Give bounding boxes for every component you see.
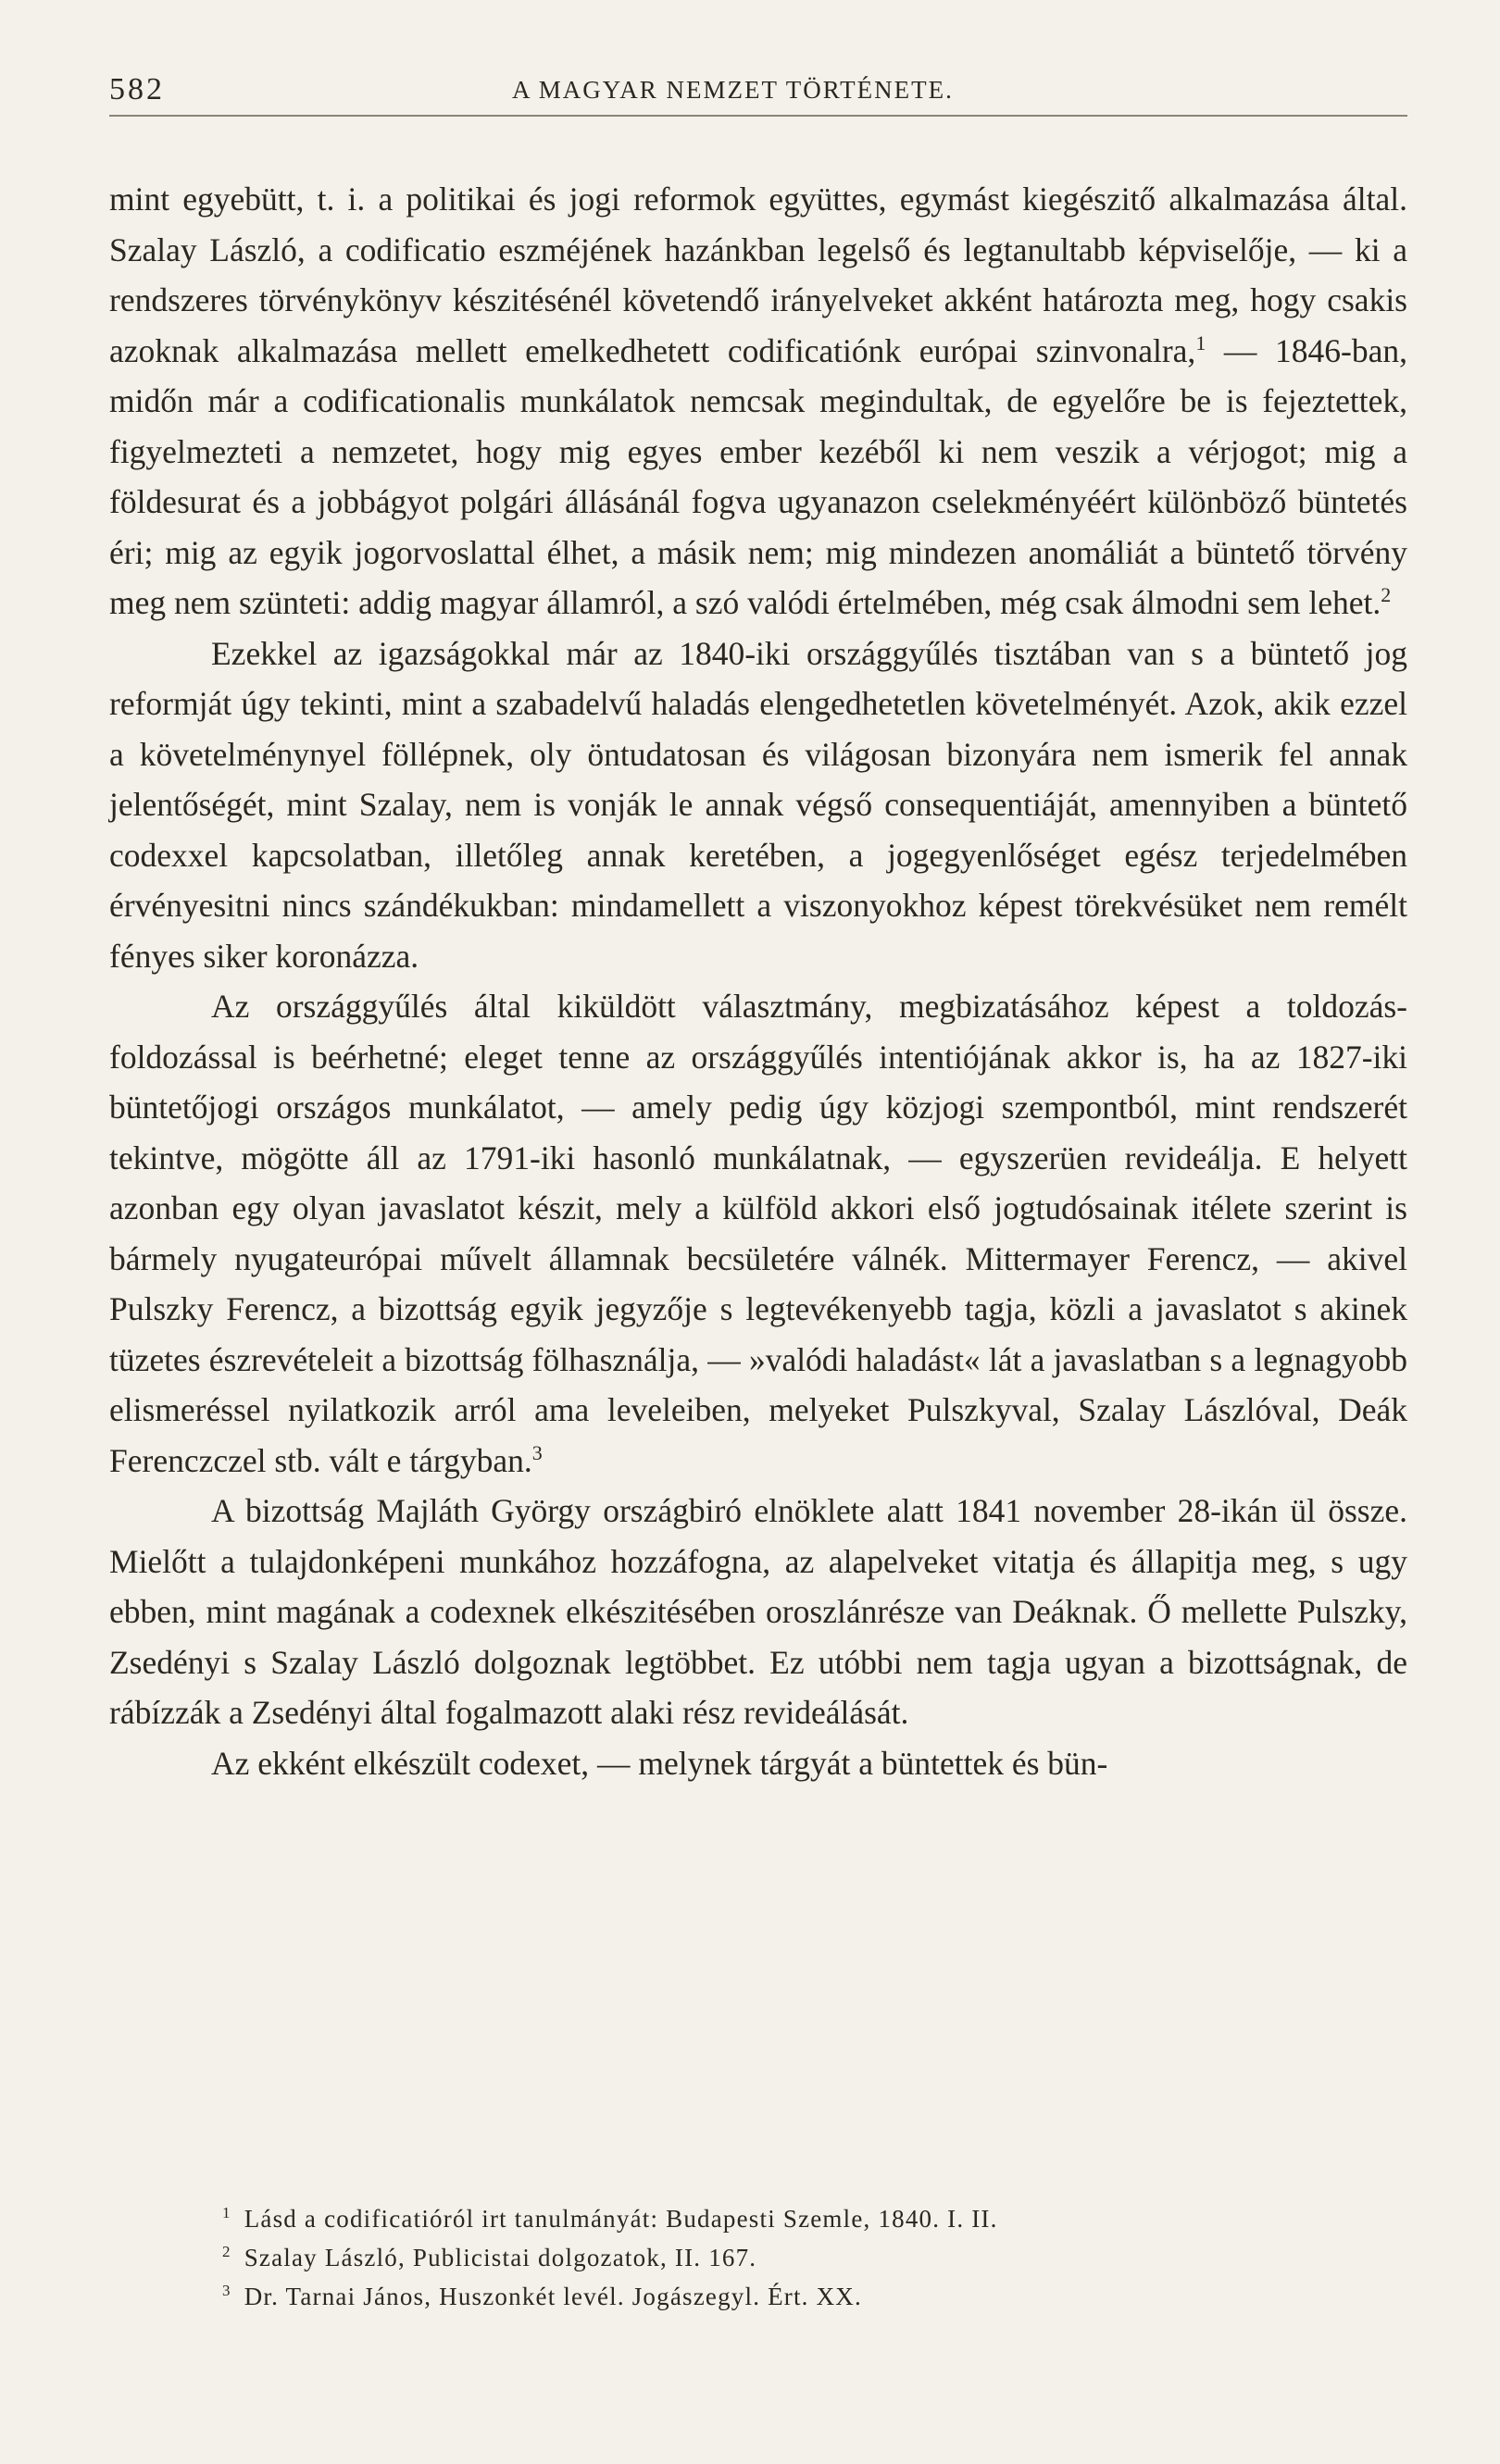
page-number: 582 bbox=[109, 72, 165, 106]
paragraph bbox=[109, 1738, 1407, 1789]
footnote bbox=[222, 2199, 1333, 2238]
running-header bbox=[109, 72, 1407, 109]
footnote-ref: 1 bbox=[1195, 330, 1206, 355]
paragraph-text: — 1846-ban, midőn már a codificationalis munkálatok nemcsak megindultak, de egyelőre be is fejeztettek, figyelmezteti a nemzetet, hogy mig egyes ember kezéből ki nem veszik a vérjogot; mig a földesurat és a jobbágyot polgári állásánál fogva ugyanazon cselekményéért különböző büntetés éri; mig az egyik jogorvoslattal élhet, a másik nem; mig mindezen anomáliát a büntető törvény meg nem szünteti: addig magyar államról, a szó valódi értelmében, még csak álmodni sem lehet. bbox=[109, 331, 1407, 621]
paragraph bbox=[109, 981, 1407, 1486]
paragraph-text: Az ekként elkészült codexet, — melynek tárgyát a büntettek és bün- bbox=[211, 1744, 1108, 1782]
footnote-text: Dr. Tarnai János, Huszonkét levél. Jogászegyl. Ért. XX. bbox=[244, 2283, 862, 2310]
running-title: A MAGYAR NEMZET TÖRTÉNETE. bbox=[512, 76, 954, 104]
footnote-mark: 1 bbox=[222, 2204, 231, 2221]
paragraph-text: A bizottság Majláth György országbiró elnöklete alatt 1841 november 28-ikán ül össze. Mielőtt a tulajdonképeni munkához hozzáfogna, az alapelveket vitatja és állapitja meg, s ugy ebben, mint magának a codexnek elkészitésében oroszlánrésze van Deáknak. Ő mellette Pulszky, Zsedényi s Szalay László dolgoznak legtöbbet. Ez utóbbi nem tagja ugyan a bizottságnak, de rábízzák a Zsedényi által fogalmazott alaki rész revideálását. bbox=[109, 1492, 1407, 1731]
footnote-text: Lásd a codificatióról irt tanulmányát: Budapesti Szemle, 1840. I. II. bbox=[244, 2205, 998, 2233]
paragraph bbox=[109, 174, 1407, 628]
paragraph-text: Az országgyűlés által kiküldött választmány, megbizatásához képest a toldozás-foldozással is beérhetné; eleget tenne az országgyűlés intentiójának akkor is, ha az 1827-iki büntetőjogi országos munkálatot, — amely pedig úgy közjogi szempontból, mint rendszerét tekintve, mögötte áll az 1791-iki hasonló munkálatnak, — egyszerüen revideálja. E helyett azonban egy olyan javaslatot készit, mely a külföld akkori első jogtudósainak itélete szerint is bármely nyugateurópai művelt államnak becsületére válnék. Mittermayer Ferencz, — akivel Pulszky Ferencz, a bizottság egyik jegyzője s legtevékenyebb tagja, közli a javaslatot s akinek tüzetes észrevételeit a bizottság fölhasználja, — »valódi haladást« lát a javaslatban s a legnagyobb elismeréssel nyilatkozik arról ama leveleiben, melyeket Pulszkyval, Szalay Lászlóval, Deák Ferenczczel stb. vált e tárgyban. bbox=[109, 988, 1407, 1479]
footnote bbox=[222, 2277, 1333, 2316]
footnote-ref: 2 bbox=[1381, 583, 1392, 606]
footnote-text: Szalay László, Publicistai dolgozatok, II. 167. bbox=[244, 2244, 757, 2271]
footnote-mark: 3 bbox=[222, 2282, 231, 2299]
paragraph-text: Ezekkel az igazságokkal már az 1840-iki országgyűlés tisztában van s a büntető jog reformját úgy tekinti, mint a szabadelvű haladás elengedhetetlen követelményét. Azok, akik ezzel a követelménynyel föllépnek, oly öntudatosan és világosan bizonyára nem ismerik fel annak jelentőségét, mint Szalay, nem is vonják le annak végső consequentiáját, amennyiben a büntető codexxel kapcsolatban, illetőleg annak keretében, a jogegyenlőséget egész terjedelmében érvényesitni nincs szándékukban: mindamellett a viszonyokhoz képest törekvésüket nem remélt fényes siker koronázza. bbox=[109, 634, 1407, 975]
paragraph bbox=[109, 628, 1407, 982]
footnote-mark: 2 bbox=[222, 2243, 231, 2260]
footnote-ref: 3 bbox=[531, 1440, 543, 1464]
footnotes bbox=[222, 2199, 1333, 2316]
paragraph bbox=[109, 1486, 1407, 1738]
header-rule bbox=[109, 115, 1407, 117]
footnote bbox=[222, 2238, 1333, 2277]
paragraph-text: mint egyebütt, t. i. a politikai és jogi reformok együttes, egymást kiegészitő alkalmazása által. Szalay László, a codificatio eszméjének hazánkban legelső és legtanultabb képviselője, — ki a rendszeres törvénykönyv készitésénél követendő irányelveket akként határozta meg, hogy csakis azoknak alkalmazása mellett emelkedhetett codificatiónk európai szinvonalra, bbox=[109, 180, 1407, 369]
main-text bbox=[109, 174, 1407, 1788]
